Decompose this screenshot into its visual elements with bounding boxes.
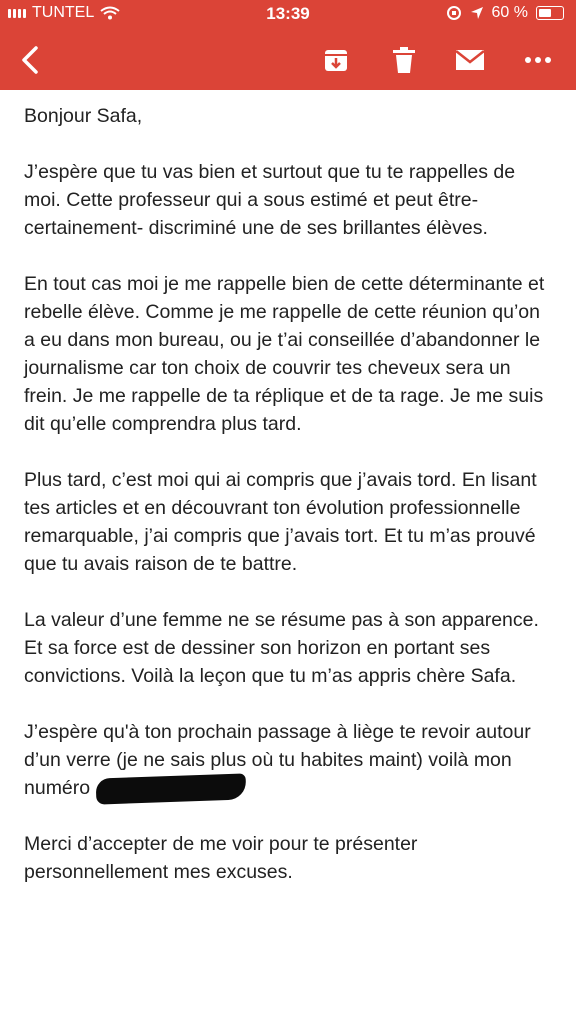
- archive-button[interactable]: [316, 40, 356, 80]
- carrier-name: TUNTEL: [32, 4, 95, 21]
- email-paragraph: J’espère que tu vas bien et surtout que tu te rappelles de moi. Cette professeur qui a sous estimé et peut être-certainement- discriminé une de ses brillantes élèves.: [24, 161, 516, 239]
- email-paragraph-phone: [24, 718, 552, 802]
- location-icon: [470, 6, 484, 20]
- email-toolbar: [0, 30, 576, 90]
- email-paragraph: En tout cas moi je me rappelle bien de cette déterminante et rebelle élève. Comme je me rappelle de cette réunion qu’on a eu dans mon bureau, ou je t’ai conseillée d’abandonner le journalisme car ton choix de couvrir tes cheveux sera un frein. Je me rappelle de ta réplique et de ta rage. Je me suis dit qu’elle comprendra plus tard.: [24, 273, 545, 435]
- email-paragraph: Plus tard, c’est moi qui ai compris que j’avais tord. En lisant tes articles et en découvrant ton évolution professionnelle remarquable, j’ai compris que j’avais tort. Et tu m’as prouvé que tu avais raison de te battre.: [24, 469, 537, 575]
- email-paragraph: La valeur d’une femme ne se résume pas à son apparence. Et sa force est de dessiner son horizon en portant ses convictions. Voilà la leçon que tu m’as appris chère Safa.: [24, 609, 539, 687]
- battery-percent: 60 %: [491, 4, 528, 21]
- email-paragraph: J’espère qu'à ton prochain passage à liège te revoir autour d’un verre (je ne sais plus où tu habites maint) voilà mon numéro: [24, 721, 531, 799]
- email-paragraph: Merci d’accepter de me voir pour te présenter personnellement mes excuses.: [24, 833, 418, 883]
- trash-icon: [392, 46, 416, 74]
- back-button[interactable]: [10, 40, 50, 80]
- email-greeting: Bonjour Safa,: [24, 105, 143, 127]
- email-body: [0, 90, 576, 886]
- mark-unread-button[interactable]: [450, 40, 490, 80]
- status-bar: [0, 0, 576, 30]
- app-header: [0, 0, 576, 90]
- chevron-left-icon: [19, 45, 41, 75]
- redacted-phone-number: [96, 773, 247, 804]
- status-right: [446, 4, 564, 22]
- battery-icon: [536, 6, 564, 20]
- rotation-lock-icon: [446, 5, 462, 21]
- clock: 13:39: [266, 4, 310, 23]
- more-options-button[interactable]: [518, 40, 558, 80]
- archive-icon: [322, 46, 350, 74]
- delete-button[interactable]: [384, 40, 424, 80]
- more-horizontal-icon: [524, 56, 552, 64]
- envelope-icon: [455, 49, 485, 71]
